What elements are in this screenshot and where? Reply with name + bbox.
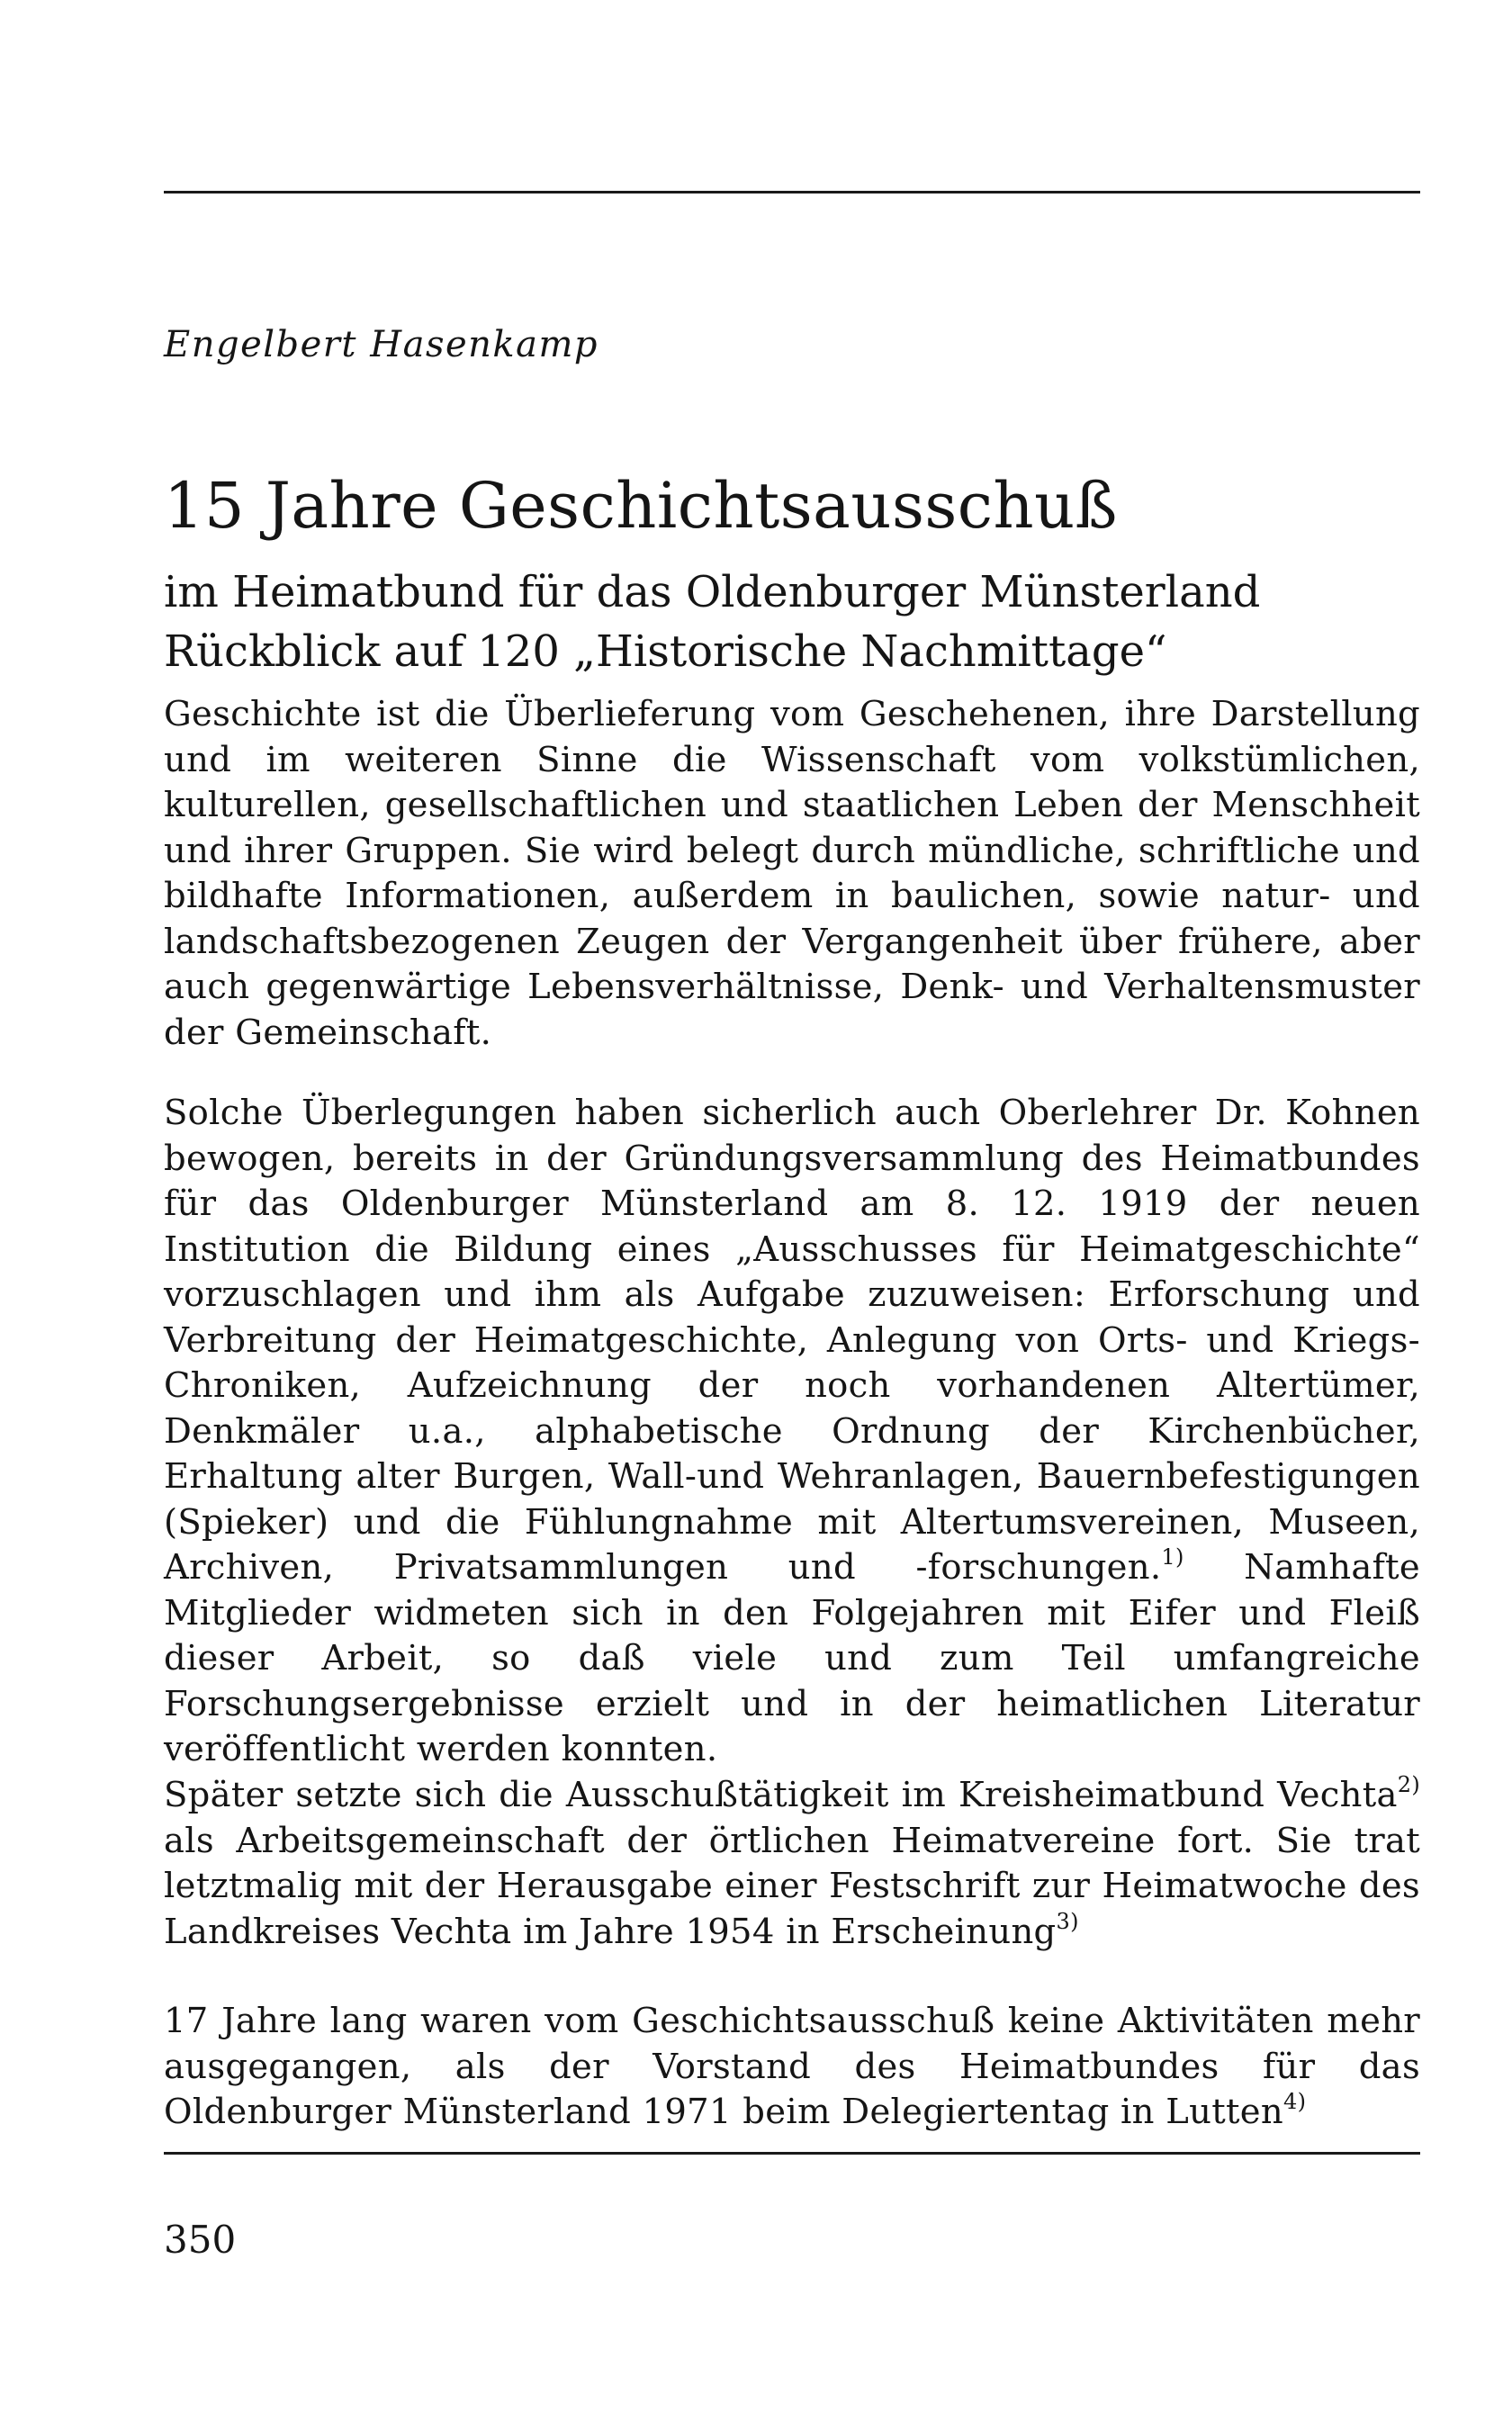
footnote-ref-4: 4)	[1283, 2089, 1307, 2114]
paragraph-1	[164, 692, 1420, 1056]
paragraph-2	[164, 1091, 1420, 1773]
subtitle-line-1: im Heimatbund für das Oldenburger Münsterland	[164, 567, 1261, 617]
paragraph-2-text-a: Solche Überlegungen haben sicherlich auch Oberlehrer Dr. Kohnen bewogen, bereits in der Gründungsversammlung des Heimatbundes für das Oldenburger Münsterland am 8. 12. 1919 der neuen Institution die Bildung eines „Ausschusses für Heimatgeschichte“ vorzuschlagen und ihm als Aufgabe zuzuweisen: Erforschung und Verbreitung der Heimatgeschichte, Anlegung von Orts- und Kriegs-Chroniken, Aufzeichnung der noch vorhandenen Altertümer, Denkmäler u.a., alphabetische Ordnung der Kirchenbücher, Erhaltung alter Burgen, Wall-und Wehranlagen, Bauernbefestigungen (Spieker) und die Fühlungnahme mit Altertumsvereinen, Museen, Archiven, Privatsammlungen und -forschungen.	[164, 1093, 1420, 1588]
subtitle	[164, 562, 1424, 681]
article-title: 15 Jahre Geschichtsausschuß	[164, 469, 1118, 543]
paragraph-4-text-a: 17 Jahre lang waren vom Geschichtsausschuß keine Aktivitäten mehr ausgegangen, als der Vorstand des Heimatbundes für das Oldenburger Münsterland 1971 beim Delegiertentag in Lutten	[164, 2001, 1420, 2132]
paragraph-2-text-b: Namhafte Mitglieder widmeten sich in den Folgejahren mit Eifer und Fleiß dieser Arbeit, so daß viele und zum Teil umfangreiche Forschungsergebnisse erzielt und in der heimatlichen Literatur veröffentlicht werden konnten.	[164, 1547, 1421, 1769]
page-number: 350	[164, 2218, 237, 2262]
paragraph-3-text-a: Später setzte sich die Ausschußtätigkeit im Kreisheimatbund Vechta	[164, 1775, 1398, 1815]
paragraph-3-text	[164, 1773, 1420, 1955]
bottom-rule	[164, 2152, 1420, 2155]
paragraph-3	[164, 1773, 1420, 1955]
footnote-ref-3: 3)	[1056, 1908, 1079, 1934]
paragraph-4-text	[164, 1999, 1420, 2136]
footnote-ref-2: 2)	[1397, 1772, 1420, 1797]
author-name: Engelbert Hasenkamp	[164, 324, 599, 365]
top-rule	[164, 191, 1420, 194]
footnote-ref-1: 1)	[1161, 1544, 1184, 1570]
paragraph-1-text: Geschichte ist die Überlieferung vom Geschehenen, ihre Darstellung und im weiteren Sinne die Wissenschaft vom volkstümlichen, kulturellen, gesellschaftlichen und staatlichen Leben der Menschheit und ihrer Gruppen. Sie wird belegt durch mündliche, schriftliche und bildhafte Informationen, außerdem in baulichen, sowie natur- und landschaftsbezogenen Zeugen der Vergangenheit über frühere, aber auch gegenwärtige Lebensverhältnisse, Denk- und Verhaltensmuster der Gemeinschaft.	[164, 694, 1420, 1053]
paragraph-3-text-b: als Arbeitsgemeinschaft der örtlichen Heimatvereine fort. Sie trat letztmalig mit der Herausgabe einer Festschrift zur Heimatwoche des Landkreises Vechta im Jahre 1954 in Erscheinung	[164, 1820, 1420, 1952]
paragraph-4	[164, 1999, 1420, 2136]
subtitle-line-2: Rückblick auf 120 „Historische Nachmittage“	[164, 626, 1167, 677]
paragraph-2-text	[164, 1091, 1420, 1773]
